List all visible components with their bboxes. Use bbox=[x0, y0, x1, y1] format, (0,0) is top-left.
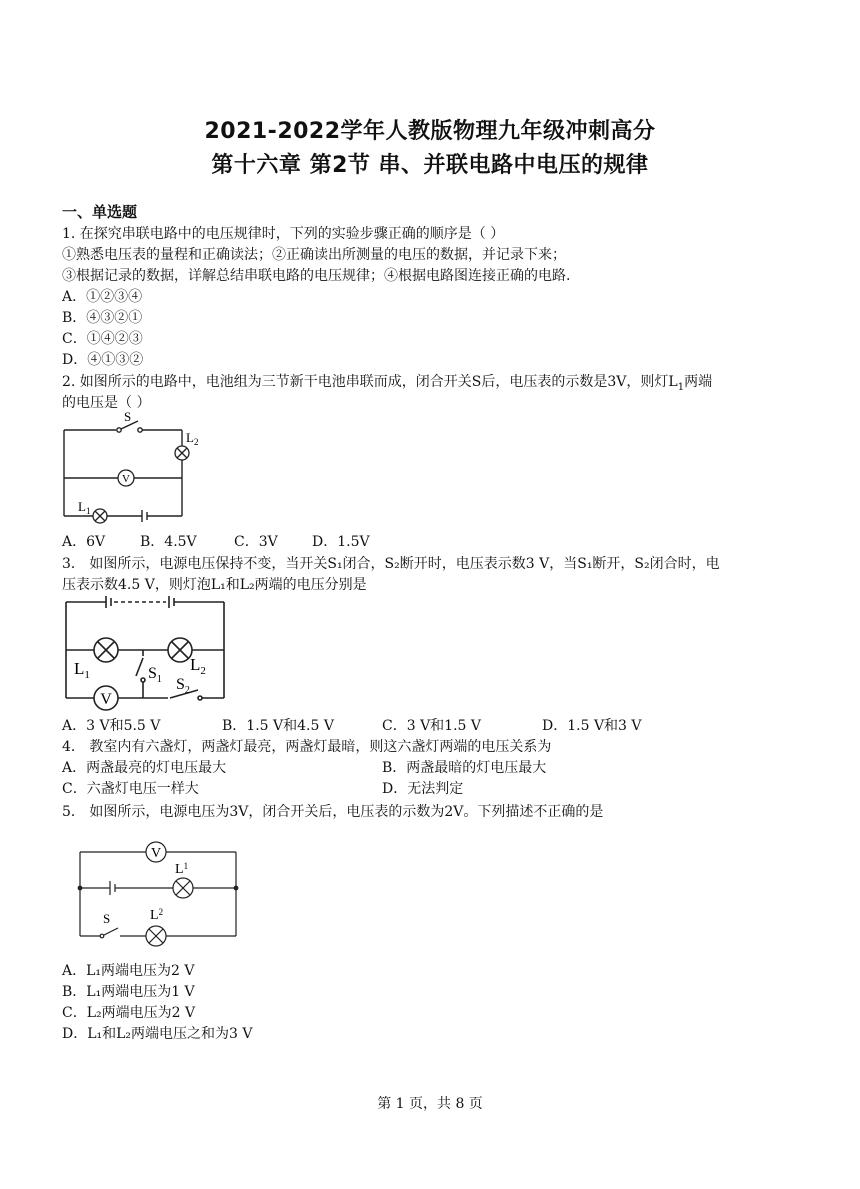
q3-option-b: B．1.5 V和4.5 V bbox=[222, 718, 334, 734]
voltmeter-icon bbox=[118, 470, 134, 486]
q1-stem: 1. 在探究串联电路中的电压规律时，下列的实验步骤正确的顺序是（ ） bbox=[62, 226, 505, 242]
lamp-l1-icon bbox=[93, 509, 107, 523]
lamp-l2-icon bbox=[175, 446, 189, 460]
q2-line2: 的电压是（ ） bbox=[62, 395, 151, 411]
q3-option-c: C．3 V和1.5 V bbox=[382, 718, 482, 734]
q5-option-b: B．L₁两端电压为1 V bbox=[62, 984, 195, 1000]
lamp-l2-label: $L_2$ bbox=[186, 430, 199, 447]
q5-option-a: A．L₁两端电压为2 V bbox=[62, 963, 195, 979]
q3-circuit-diagram bbox=[58, 594, 230, 714]
lamp-l1-label: $L_1$ bbox=[78, 499, 91, 516]
page-subtitle: 第十六章 第2节 串、并联电路中电压的规律 bbox=[211, 153, 649, 178]
switch-s-label: S bbox=[103, 911, 111, 926]
q5-option-d: D．L₁和L₂两端电压之和为3 V bbox=[62, 1026, 253, 1042]
voltmeter-icon bbox=[146, 842, 166, 862]
q3-option-d: D．1.5 V和3 V bbox=[542, 718, 642, 734]
q4-stem: 4． 教室内有六盏灯，两盏灯最亮，两盏灯最暗，则这六盏灯两端的电压关系为 bbox=[62, 739, 552, 755]
svg-text:V: V bbox=[150, 846, 162, 861]
q3-stem: 3． 如图所示，电源电压保持不变，当开关S₁闭合，S₂断开时，电压表示数3 V，当S₁断开，S₂闭合时，电 bbox=[62, 556, 720, 572]
q5-stem: 5． 如图所示，电源电压为3V，闭合开关后，电压表的示数为2V。下列描述不正确的是 bbox=[62, 804, 604, 820]
lamp-l1-icon bbox=[173, 878, 193, 898]
lamp-l1-label: $L^1$ bbox=[175, 861, 189, 877]
lamp-l1-label: $L_1$ bbox=[74, 659, 90, 681]
q4-option-b: B．两盏最暗的灯电压最大 bbox=[382, 760, 547, 776]
q2-circuit-diagram bbox=[58, 410, 198, 528]
section-heading: 一、单选题 bbox=[62, 203, 138, 221]
q1-option-d: D．④①③② bbox=[62, 352, 144, 368]
q2-option-a: A．6V bbox=[62, 534, 106, 550]
voltmeter-icon bbox=[94, 686, 118, 710]
q2-option-b: B．4.5V bbox=[140, 534, 197, 550]
q5-circuit-diagram bbox=[72, 836, 244, 952]
q1-option-a: A．①②③④ bbox=[62, 289, 143, 305]
lamp-l2-icon bbox=[168, 638, 192, 662]
page-footer: 第 1 页，共 8 页 bbox=[377, 1096, 483, 1112]
q4-option-d: D．无法判定 bbox=[382, 781, 464, 797]
q2-option-d: D．1.5V bbox=[312, 534, 370, 550]
q4-option-c: C．六盏灯电压一样大 bbox=[62, 781, 199, 797]
q3-option-a: A．3 V和5.5 V bbox=[62, 718, 161, 734]
lamp-l2-label: $L_2$ bbox=[190, 655, 206, 677]
q4-option-a: A．两盏最亮的灯电压最大 bbox=[62, 760, 227, 776]
q1-line2: ①熟悉电压表的量程和正确读法；②正确读出所测量的电压的数据，并记录下来； bbox=[62, 247, 566, 263]
switch-s1-label: $S_1$ bbox=[148, 665, 162, 685]
q1-line3: ③根据记录的数据，详解总结串联电路的电压规律；④根据电路图连接正确的电路. bbox=[62, 268, 571, 284]
q3-line2: 压表示数4.5 V，则灯泡L₁和L₂两端的电压分别是 bbox=[62, 577, 367, 593]
q5-option-c: C．L₂两端电压为2 V bbox=[62, 1005, 196, 1021]
lamp-l2-icon bbox=[146, 926, 166, 946]
q2-option-c: C．3V bbox=[234, 534, 278, 550]
lamp-l1-icon bbox=[94, 638, 118, 662]
q1-option-b: B．④③②① bbox=[62, 310, 143, 326]
switch-s-label: S bbox=[124, 409, 132, 424]
page-title: 2021-2022学年人教版物理九年级冲刺高分 bbox=[204, 119, 656, 144]
lamp-l2-label: $L^2$ bbox=[150, 907, 164, 923]
q1-option-c: C．①④②③ bbox=[62, 331, 143, 347]
q2-stem: 2. 如图所示的电路中，电池组为三节新干电池串联而成，闭合开关S后，电压表的示数是3V，则灯$L_1$两端 bbox=[62, 374, 713, 393]
switch-s2-label: $S_2$ bbox=[176, 676, 190, 696]
svg-text:V: V bbox=[100, 691, 112, 708]
svg-text:V: V bbox=[122, 473, 130, 485]
